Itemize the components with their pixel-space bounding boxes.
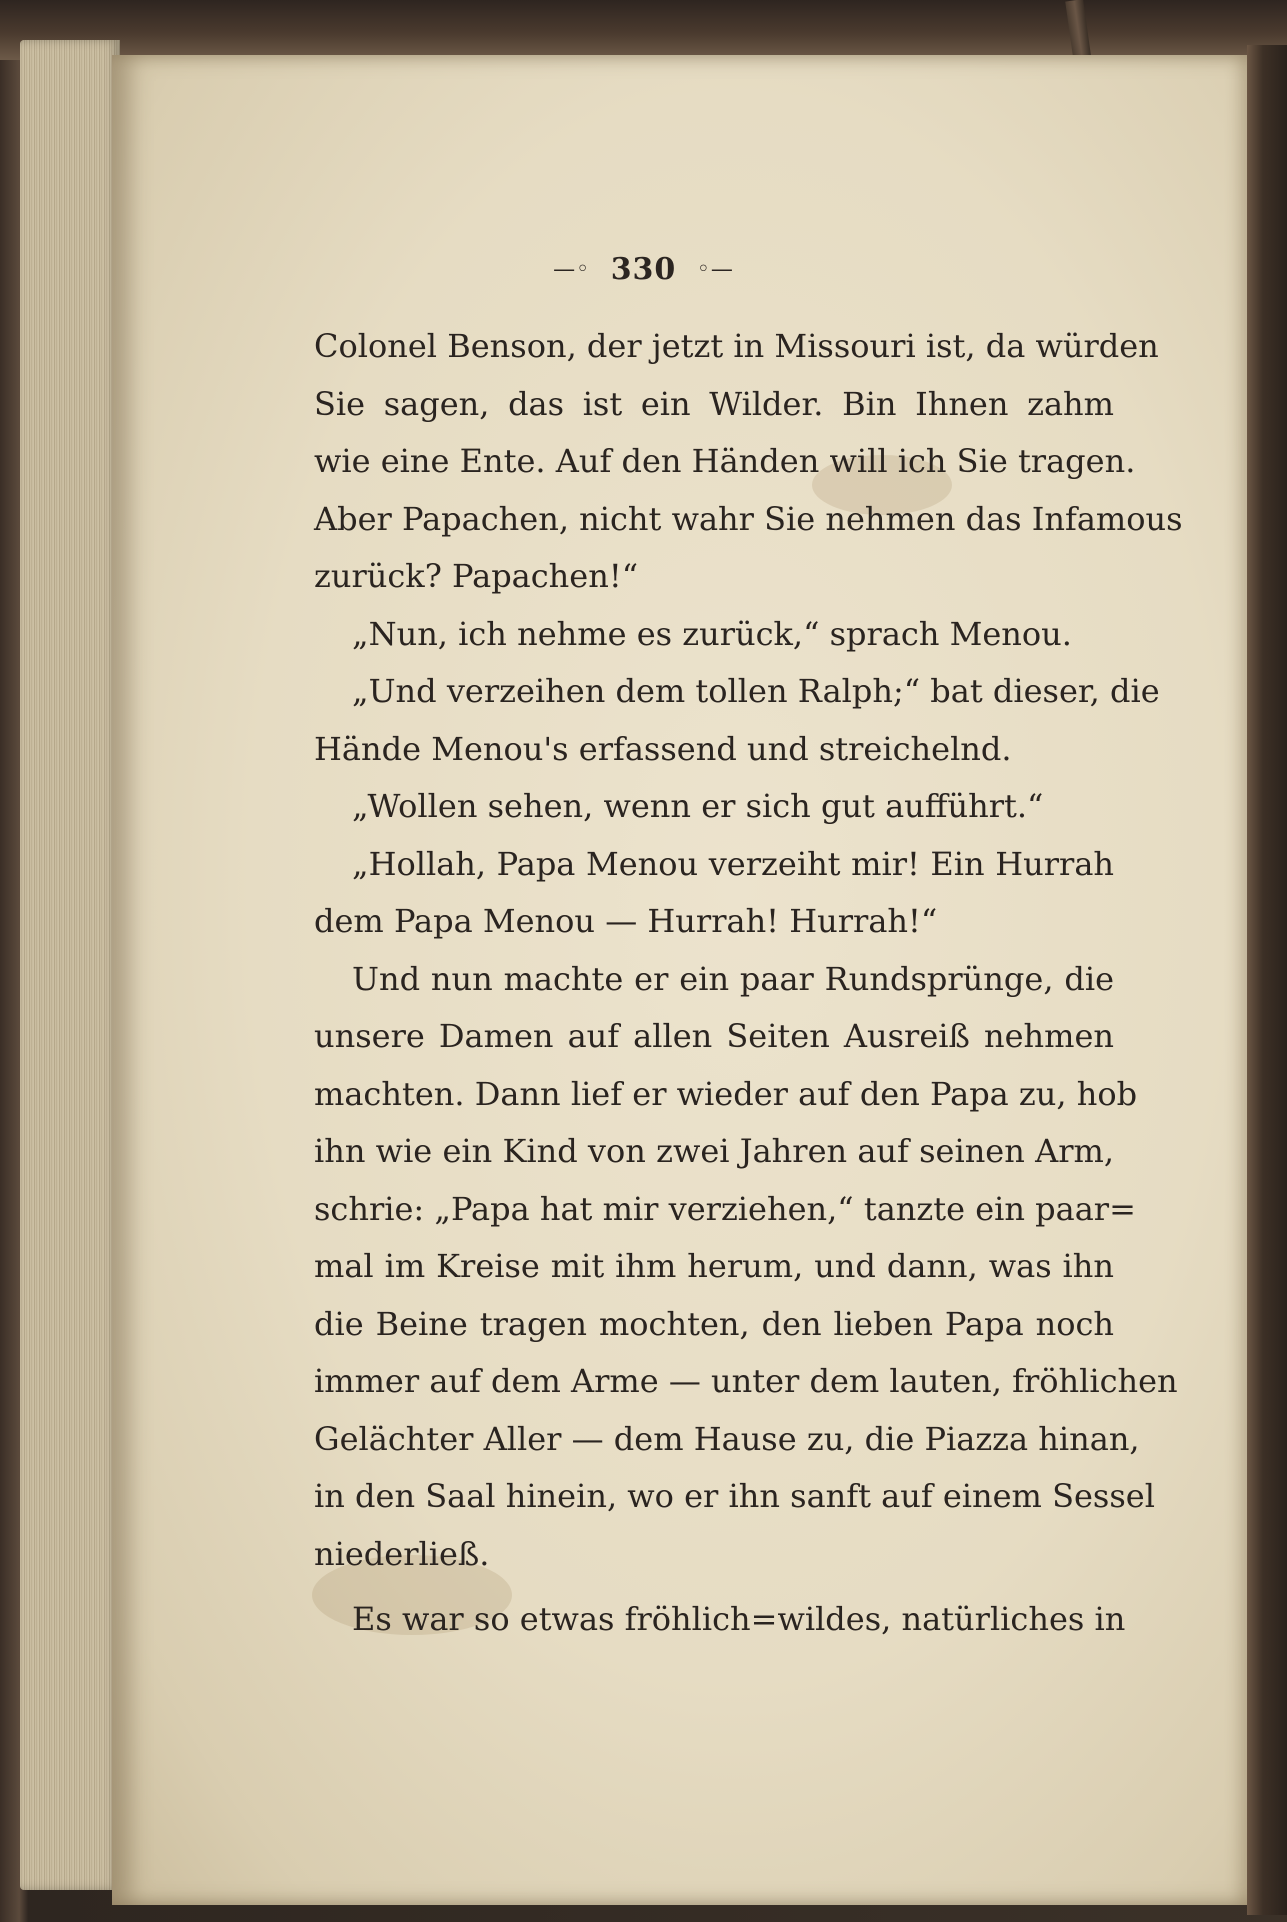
text-line: Und nun machte er ein paar Rundsprünge, die (352, 959, 1114, 998)
text-line: Hände Menou's erfassend und streichelnd. (314, 729, 1012, 768)
text-line: Sie sagen, das ist ein Wilder. Bin Ihnen zahm (314, 384, 1114, 423)
text-line: in den Saal hinein, wo er ihn sanft auf einem Sessel (314, 1477, 1155, 1515)
text-line: die Beine tragen mochten, den lieben Papa noch (314, 1304, 1114, 1343)
text-line: Gelächter Aller — dem Hause zu, die Piazza hinan, (314, 1419, 1140, 1458)
text-line: mal im Kreise mit ihm herum, und dann, was ihn (314, 1247, 1114, 1285)
text-line: machten. Dann lief er wieder auf den Papa zu, hob (314, 1074, 1138, 1113)
ornament-right-icon: ◦— (696, 256, 734, 282)
body-text (314, 318, 1183, 1649)
book-top-edge (0, 0, 1287, 60)
text-line: Aber Papachen, nicht wahr Sie nehmen das Infamous (314, 499, 1183, 538)
text-line: immer auf dem Arme — unter dem lauten, fröhlichen (314, 1362, 1178, 1400)
text-line: Es war so etwas fröhlich=wildes, natürliches in (352, 1600, 1126, 1638)
text-line: „Wollen sehen, wenn er sich gut aufführt.“ (352, 787, 1044, 825)
text-line: unsere Damen auf allen Seiten Ausreiß nehmen (314, 1017, 1114, 1055)
text-line: ihn wie ein Kind von zwei Jahren auf seinen Arm, (314, 1132, 1114, 1170)
text-line: schrie: „Papa hat mir verziehen,“ tanzte ein paar= (314, 1189, 1136, 1228)
text-line: Colonel Benson, der jetzt in Missouri ist, da würden (314, 327, 1159, 365)
ornament-left-icon: —◦ (553, 256, 591, 282)
text-line: zurück? Papachen!“ (314, 557, 639, 595)
text-line: „Hollah, Papa Menou verzeiht mir! Ein Hurrah (352, 844, 1114, 883)
text-line: dem Papa Menou — Hurrah! Hurrah!“ (314, 902, 938, 940)
text-line: „Und verzeihen dem tollen Ralph;“ bat dieser, die (352, 672, 1160, 710)
text-line: „Nun, ich nehme es zurück,“ sprach Menou. (352, 614, 1072, 653)
paragraph-gap (314, 1583, 1114, 1591)
page-header (0, 250, 1287, 287)
book-cover-edge (1247, 45, 1287, 1915)
page-leaf-edges (20, 40, 120, 1890)
text-line: niederließ. (314, 1534, 490, 1573)
text-line: wie eine Ente. Auf den Händen will ich Sie tragen. (314, 442, 1136, 480)
page-number: 330 (610, 251, 677, 287)
